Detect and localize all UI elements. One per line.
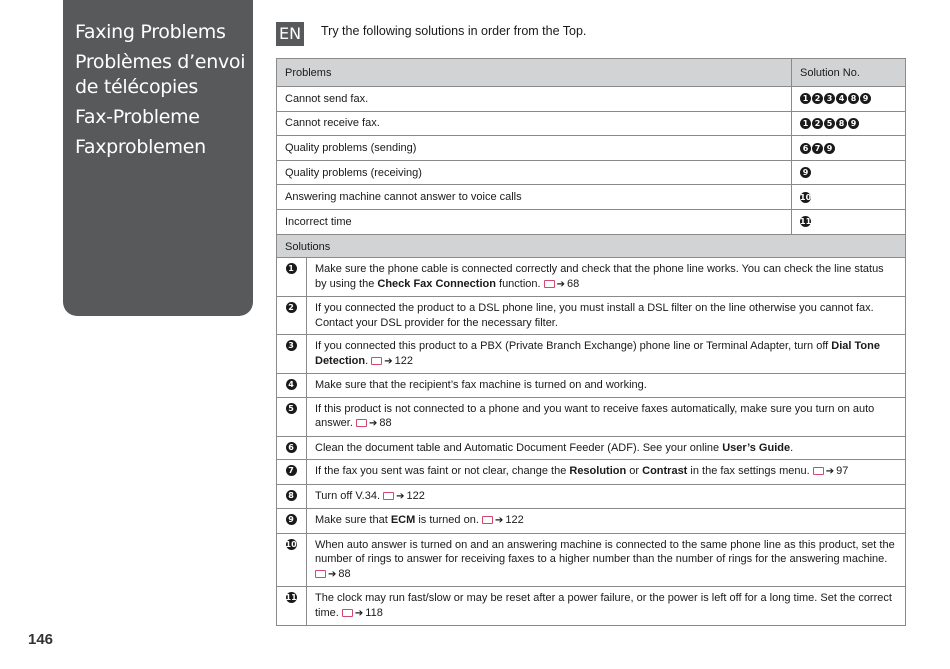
sidebar-title-panel	[63, 0, 253, 316]
problem-cell: Cannot receive fax.	[277, 111, 792, 136]
text-run: If this product is not connected to a phone and you want to receive faxes automatically, make sure you turn on auto answer.	[315, 402, 875, 429]
title-fr: Problèmes d’envoi de télécopies	[75, 51, 246, 98]
solution-numbers-cell	[792, 209, 906, 234]
reference-page-number: 68	[567, 277, 580, 290]
solution-number-badge: 10	[800, 192, 812, 202]
solution-numbers-cell	[792, 185, 906, 210]
solution-row	[276, 398, 906, 437]
problem-cell: Cannot send fax.	[277, 87, 792, 112]
solution-number-badge: 9	[860, 93, 871, 104]
solution-number-cell	[277, 534, 307, 587]
text-run: When auto answer is turned on and an answering machine is connected to the same phone line as this product, set the number of rings to answer for receiving faxes to a higher number than the number of rings for the answering machine.	[315, 538, 895, 565]
text-run: is turned on.	[415, 514, 482, 526]
table-row	[277, 160, 906, 185]
solution-row	[276, 509, 906, 534]
book-icon	[356, 419, 367, 427]
page-reference	[544, 278, 580, 290]
text-run: in the fax settings menu.	[687, 465, 813, 477]
book-icon	[482, 516, 493, 524]
solution-text	[307, 460, 905, 484]
text-run: The clock may run fast/slow or may be reset after a power failure, or the power is left off for a long time. Set the correct time.	[315, 592, 892, 619]
solution-number-cell	[277, 374, 307, 397]
bold-term: User’s Guide	[722, 441, 791, 454]
solution-number-badge: 7	[812, 143, 823, 154]
arrow-right-icon: ➔	[328, 568, 337, 580]
solution-number-badge: 1	[800, 118, 811, 129]
page-number: 146	[28, 631, 54, 648]
arrow-right-icon: ➔	[556, 278, 566, 290]
solutions-list	[276, 258, 906, 626]
solution-row	[276, 258, 906, 297]
text-run: If you connected the product to a DSL phone line, you must install a DSL filter on the line otherwise you cannot fax. Contact your DSL provider for the necessary filter.	[315, 302, 874, 329]
solution-number-cell	[277, 587, 307, 625]
solution-row	[276, 587, 906, 626]
solution-number-badge: 4	[286, 379, 297, 390]
text-run: If the fax you sent was faint or not clear, change the	[315, 465, 570, 477]
solutions-header: Solutions	[276, 234, 906, 258]
arrow-right-icon: ➔	[368, 418, 378, 429]
solution-number-cell	[277, 258, 307, 296]
page-reference	[383, 490, 425, 502]
solution-number-badge: 8	[848, 93, 859, 104]
solution-number-cell	[277, 460, 307, 484]
table-row	[277, 209, 906, 234]
solution-number-badge: 2	[286, 302, 297, 313]
page-reference	[315, 568, 351, 580]
solution-number-badge: 9	[286, 514, 297, 525]
solution-row	[276, 437, 906, 461]
arrow-right-icon: ➔	[825, 466, 835, 477]
solution-number-badge: 2	[812, 118, 823, 129]
solution-number-badge: 11	[285, 593, 297, 602]
table-row	[277, 87, 906, 112]
solution-number-badge: 8	[286, 490, 297, 501]
reference-page-number: 122	[394, 354, 413, 367]
table-header-row	[277, 59, 906, 87]
solution-text	[307, 534, 905, 587]
text-run: Make sure that	[315, 514, 391, 526]
solution-number-badge: 4	[836, 93, 847, 104]
arrow-right-icon: ➔	[354, 607, 364, 619]
text-run: Turn off V.34.	[315, 489, 384, 502]
solution-row	[276, 534, 906, 588]
solution-number-badge: 1	[800, 93, 811, 104]
solution-number-badge: 5	[286, 403, 297, 414]
bold-term: Check Fax Connection	[377, 277, 496, 290]
text-run: Clean the document table and Automatic Document Feeder (ADF). See your online	[315, 441, 723, 454]
solution-number-cell	[277, 485, 307, 509]
page-reference	[371, 355, 413, 367]
problem-cell: Answering machine cannot answer to voice calls	[277, 185, 792, 210]
reference-page-number: 97	[836, 465, 849, 477]
reference-page-number: 118	[365, 606, 383, 619]
book-icon	[383, 492, 394, 500]
solution-text	[307, 437, 905, 460]
reference-page-number: 122	[505, 514, 524, 526]
book-icon	[544, 280, 555, 288]
solution-numbers-cell	[792, 87, 906, 112]
problems-header: Problems	[277, 59, 792, 87]
solution-text	[307, 509, 905, 533]
book-icon	[342, 609, 353, 617]
text-run: If you connected this product to a PBX (Private Branch Exchange) phone line or Terminal Adapter, turn off	[315, 340, 832, 352]
solution-row	[276, 297, 906, 335]
solution-number-badge: 7	[286, 465, 297, 476]
solution-number-badge: 11	[800, 217, 812, 227]
solution-number-badge: 10	[285, 539, 297, 549]
solution-text	[307, 485, 905, 509]
text-run: .	[365, 354, 372, 367]
book-icon	[315, 570, 326, 578]
bold-term: ECM	[390, 514, 416, 526]
title-nl: Faxproblemen	[75, 136, 206, 158]
solution-number-badge: 5	[824, 118, 835, 129]
arrow-right-icon: ➔	[396, 490, 405, 502]
solution-text	[307, 297, 905, 334]
text-run: Make sure the phone cable is connected correctly and check that the phone line works. You can check the line status by using the	[315, 263, 884, 290]
solution-row	[276, 460, 906, 485]
table-row	[277, 136, 906, 161]
problem-cell: Incorrect time	[277, 209, 792, 234]
book-icon	[813, 467, 824, 475]
arrow-right-icon: ➔	[494, 515, 504, 526]
page-reference	[356, 417, 392, 429]
text-run: Make sure that the recipient’s fax machine is turned on and working.	[315, 379, 647, 391]
table-row	[277, 185, 906, 210]
problem-cell: Quality problems (sending)	[277, 136, 792, 161]
solution-no-header: Solution No.	[792, 59, 906, 87]
solution-number-badge: 9	[848, 118, 859, 129]
text-run: .	[790, 441, 794, 454]
solution-number-cell	[277, 297, 307, 334]
solution-number-badge: 6	[286, 442, 297, 453]
solution-numbers-cell	[792, 136, 906, 161]
solution-text	[307, 374, 905, 397]
bold-term: Contrast	[642, 465, 688, 477]
solution-number-cell	[277, 398, 307, 436]
problem-cell: Quality problems (receiving)	[277, 160, 792, 185]
solution-number-badge: 9	[824, 143, 835, 154]
solution-text	[307, 335, 905, 373]
solution-number-badge: 2	[812, 93, 823, 104]
arrow-right-icon: ➔	[384, 355, 393, 367]
text-run: function.	[495, 277, 544, 290]
solution-number-badge: 1	[286, 263, 297, 274]
solution-number-badge: 3	[824, 93, 835, 104]
solution-text	[307, 587, 905, 625]
title-de: Fax-Probleme	[75, 106, 200, 128]
reference-page-number: 88	[338, 567, 351, 580]
bold-term: Dial Tone Detection	[315, 340, 880, 367]
problems-table	[276, 58, 906, 235]
bold-term: Resolution	[569, 465, 627, 477]
solution-number-badge: 3	[286, 340, 297, 351]
solution-number-cell	[277, 437, 307, 460]
solution-number-cell	[277, 335, 307, 373]
title-en: Faxing Problems	[75, 21, 226, 43]
book-icon	[371, 357, 382, 365]
solution-row	[276, 374, 906, 398]
page-reference	[482, 514, 524, 526]
solution-number-badge: 8	[836, 118, 847, 129]
solution-text	[307, 258, 905, 296]
reference-page-number: 122	[406, 489, 425, 502]
solution-row	[276, 335, 906, 374]
intro-text: Try the following solutions in order from the Top.	[321, 24, 587, 38]
solution-row	[276, 485, 906, 510]
language-badge: EN	[276, 22, 304, 46]
table-row	[277, 111, 906, 136]
text-run: or	[626, 465, 643, 477]
solution-text	[307, 398, 905, 436]
solution-number-cell	[277, 509, 307, 533]
solution-numbers-cell	[792, 111, 906, 136]
solution-numbers-cell	[792, 160, 906, 185]
page-reference	[342, 607, 383, 619]
page-reference	[813, 465, 849, 477]
solution-number-badge: 6	[800, 143, 811, 154]
solution-number-badge: 9	[800, 167, 811, 178]
reference-page-number: 88	[379, 417, 392, 429]
